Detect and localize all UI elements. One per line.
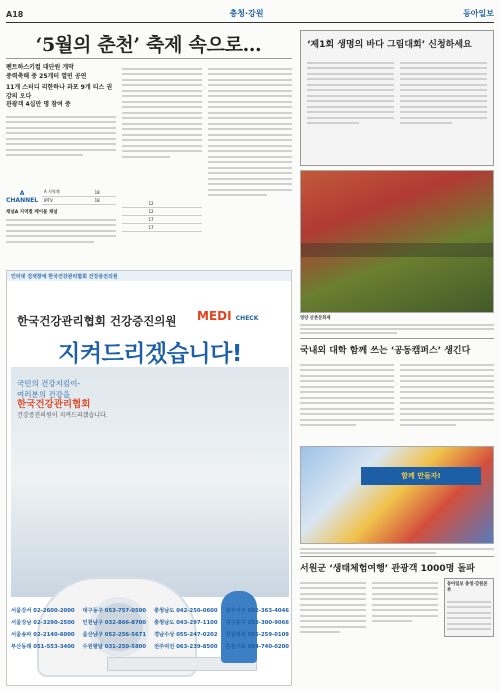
headline-rule xyxy=(6,58,292,59)
main-article-right xyxy=(208,64,292,200)
middle-table: 12 12 17 17 xyxy=(122,200,202,232)
channel-a-logo: A CHANNEL xyxy=(6,189,39,204)
ad-slogan: 지켜드리겠습니다! xyxy=(58,341,242,367)
subhead-4: 관광객 4십만 명 참여 중 xyxy=(6,101,71,108)
health-ad xyxy=(6,270,292,686)
drawing-contest-headline: ‘제1회 생명의 바다 그림대회’ 신청하세요 xyxy=(307,40,472,50)
eco-tour-article xyxy=(300,556,494,637)
ad-top-bar: 인터넷 검색창에 한국건강관리협회 건강증진의원 xyxy=(7,271,291,281)
page-number: A18 xyxy=(6,10,24,19)
page-header xyxy=(6,3,494,23)
channel-table: A 지역채 18 IPTV 18 xyxy=(42,188,116,205)
section-name: 충청·강원 xyxy=(229,9,264,18)
channel-table-title: 채널A 지역별 케이블 채널 xyxy=(6,210,58,215)
ad-message: 국민의 건강지킴이- 여러분의 건강을 한국건강관리협회 건강증진의원이 지켜드리겠습니다. xyxy=(17,379,108,419)
eco-tour-headline: 서원군 ‘생태체험여행’ 관광객 1000명 돌파 xyxy=(300,556,494,574)
drawing-contest-box xyxy=(300,30,494,166)
event-banner: 함께 만들자! xyxy=(361,467,481,485)
main-article-left xyxy=(6,64,116,160)
subhead-1: 펜트하스키컬 대단원 개막 xyxy=(6,64,74,71)
medicheck-logo: MEDI CHECK xyxy=(197,309,259,323)
campus-headline: 국내외 대학 함께 쓰는 ‘공동캠퍼스’ 생긴다 xyxy=(300,338,494,356)
main-headline: ‘5월의 춘천’ 축제 속으로… xyxy=(35,34,262,56)
main-article-mid xyxy=(122,64,202,161)
channel-table-lines xyxy=(6,219,116,243)
event-photo-caption xyxy=(300,546,494,556)
ad-contacts: 서울강서 02-2600-2000 대구동구 053-757-0500 충청남도 042-250-0600 광주서구 062-363-4046 서울강남 02-3290-2500 인천남구 032-866-8700 충청남도 043-297-1100 대구중구 053-300-9066 서울송파 02-2140-6000 울산남구 052-256-5671 경남수상 055-247-0202 청원청북 055-259-0109 부산동래 051-553-3400 수원팔달 031-250-5800 전주덕진 063-239-8500 춘천구로 054-740-0200 xyxy=(11,608,289,650)
campus-article xyxy=(300,338,494,430)
subhead-2: 중력축해 중 25개터 열띤 공연 xyxy=(6,72,87,80)
paper-name: 동아일보 xyxy=(463,9,494,18)
ad-org-name: 한국건강관리협회 건강증진의원 xyxy=(17,314,177,328)
festival-photo-caption: 영양 산촌문화제 xyxy=(300,316,494,336)
channel-box xyxy=(6,188,116,246)
contact-box: 동아일보 충청·강원본부 xyxy=(444,578,494,637)
subhead-3: 11개 스터디 리한하나 과포 9개 티스 권강의 오다 xyxy=(6,84,113,100)
event-photo xyxy=(300,446,494,544)
festival-photo xyxy=(300,170,494,313)
article-text-block xyxy=(6,116,116,157)
